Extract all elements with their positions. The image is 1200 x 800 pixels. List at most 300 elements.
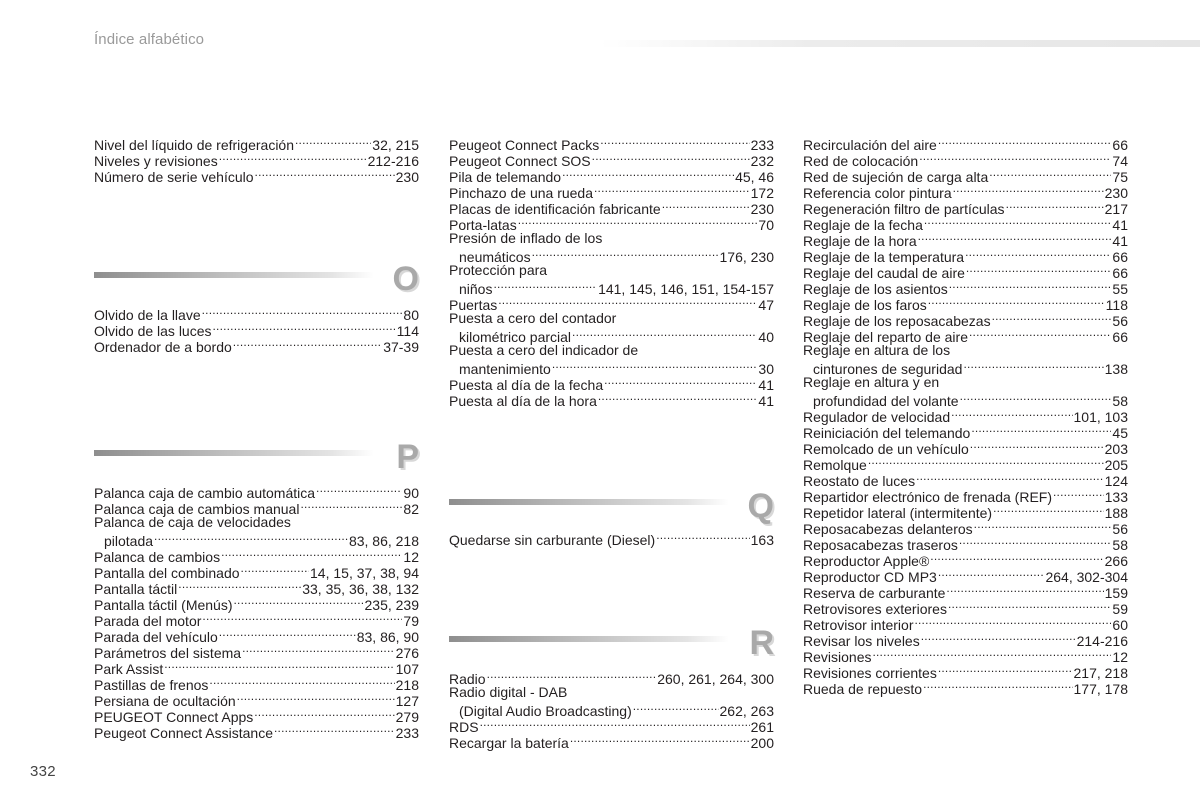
index-entry [94,562,419,581]
dot-leader [594,182,750,198]
index-entry-term: Reproductor Apple® [803,553,930,569]
dot-leader [234,594,364,610]
index-entry-term: Peugeot Connect Assistance [94,725,274,741]
dot-leader [600,134,749,150]
index-entry-term: Revisiones [803,649,872,665]
index-entry [449,374,774,393]
index-entry-term: Radio [449,671,486,687]
index-entry-term: Pantalla táctil [94,581,178,597]
index-entry [94,706,419,725]
dot-leader [233,336,382,352]
dot-leader [604,374,757,390]
index-entry-pages: 218 [395,677,419,693]
section-header-o [94,262,419,302]
index-entry [449,198,774,217]
index-entry-pages: 74 [1112,153,1128,169]
index-entry-term: Remolcado de un vehículo [803,441,969,457]
dot-leader [202,304,403,320]
index-entry-term: Puesta al día de la hora [449,393,597,409]
index-entry [803,454,1128,473]
index-entry-term: Peugeot Connect SOS [449,153,591,169]
index-column-1-p-entries [94,482,419,741]
dot-leader [916,470,1104,486]
index-entry-term: pilotada [104,533,154,549]
index-entry-pages: 58 [1112,537,1128,553]
index-entry [449,182,774,201]
index-entry-pages: 203 [1104,441,1128,457]
dot-leader [316,482,402,498]
dot-leader [951,406,1072,422]
index-entry-pages: 159 [1104,585,1128,601]
dot-leader [237,690,395,706]
index-entry [449,700,774,719]
index-entry-pages: 45 [1112,425,1128,441]
index-entry [94,722,419,741]
section-letter-o: O [392,260,419,298]
index-entry [803,614,1128,633]
index-column-1-n-entries [94,134,419,185]
dot-leader [930,550,1103,566]
dot-leader [966,262,1112,278]
index-column-3-r-entries [803,134,1128,697]
index-entry-term: Reglaje de la temperatura [803,249,965,265]
index-entry-pages: 276 [395,645,419,661]
index-entry-term: Reiniciación del telemando [803,425,971,441]
index-entry-pages: 90 [403,485,419,501]
index-entry [94,304,419,323]
index-entry-pages: 83, 86, 90 [356,629,419,645]
index-entry-term: Reglaje del reparto de aire [803,329,968,345]
index-entry [449,326,774,345]
dot-leader [974,518,1112,534]
dot-leader [928,294,1105,310]
index-entry-pages: 233 [750,137,774,153]
index-entry-pages: 101, 103 [1073,409,1128,425]
index-entry-pages: 83, 86, 218 [348,533,419,549]
index-entry [803,230,1128,249]
index-entry [449,716,774,735]
index-entry-term: Reposacabezas traseros [803,537,958,553]
index-entry-term: Rueda de repuesto [803,681,923,697]
index-entry-term: Persiana de ocultación [94,693,236,709]
index-entry-term: Pastillas de frenos [94,677,209,693]
dot-leader [552,358,758,374]
index-entry [803,358,1128,377]
index-entry [94,610,419,629]
index-entry [803,134,1128,153]
dot-leader [219,150,367,166]
index-entry [94,166,419,185]
dot-leader [969,326,1111,342]
index-entry-term: profundidad del volante [813,393,959,409]
index-entry-term: Porta-latas [449,217,517,233]
index-entry-term: Retrovisores exteriores [803,601,947,617]
index-entry-term: Reglaje de la fecha [803,217,923,233]
section-header-p [94,440,419,480]
dot-leader [924,214,1112,230]
index-entry [803,550,1128,569]
section-rule [449,499,729,505]
index-entry-pages: 12 [1112,649,1128,665]
index-entry-pages: 75 [1112,169,1128,185]
dot-leader [938,566,1045,582]
index-entry-heading: Palanca de caja de velocidades [94,514,291,530]
dot-leader [202,610,402,626]
index-entry-term: Retrovisor interior [803,617,914,633]
dot-leader [570,732,750,748]
index-entry-pages: 114 [396,323,419,339]
index-entry-term: Reproductor CD MP3 [803,569,937,585]
index-entry [94,134,419,153]
index-entry-term: Palanca caja de cambio automática [94,485,316,501]
index-entry [94,674,419,693]
index-entry-term: Park Assist [94,661,164,677]
index-entry-pages: 264, 302-304 [1045,569,1128,585]
index-entry [803,582,1128,601]
index-entry [94,626,419,645]
index-entry-pages: 214-216 [1076,633,1128,649]
index-entry-pages: 107 [395,661,419,677]
index-entry [803,278,1128,297]
index-entry-pages: 177, 178 [1073,681,1128,697]
index-entry-heading: Reglaje en altura de los [803,342,951,358]
index-entry-pages: 279 [395,709,419,725]
index-entry [803,326,1128,345]
index-entry-term: Puertas [449,297,498,313]
index-entry-term: RDS [449,719,479,735]
index-entry [449,246,774,265]
dot-leader [919,150,1111,166]
index-entry [803,470,1128,489]
index-entry-pages: 230 [1104,185,1128,201]
index-column-2-p-entries [449,134,774,409]
index-entry [803,518,1128,537]
index-entry-pages: 230 [395,169,419,185]
index-entry [803,646,1128,665]
dot-leader [1006,198,1104,214]
section-letter-p: P [396,438,419,476]
index-entry [94,498,419,517]
index-entry [803,662,1128,681]
index-entry [803,566,1128,585]
index-entry-heading: Puesta a cero del indicador de [449,342,639,358]
index-entry-term: Reglaje de la hora [803,233,917,249]
dot-leader [255,166,395,182]
index-entry-pages: 79 [403,613,419,629]
index-entry [94,658,419,677]
dot-leader [662,198,750,214]
dot-leader [178,578,301,594]
dot-leader [948,598,1111,614]
index-entry-term: neumáticos [459,249,531,265]
index-entry [94,530,419,549]
index-entry [803,678,1128,697]
dot-leader [295,134,371,150]
index-entry [449,150,774,169]
dot-leader [656,529,749,545]
index-entry-term: Reostato de luces [803,473,916,489]
index-entry-term: Revisar los niveles [803,633,920,649]
dot-leader [592,150,750,166]
index-entry-term: Niveles y revisiones [94,153,218,169]
index-entry-pages: 66 [1112,329,1128,345]
dot-leader [970,438,1104,454]
index-entry-pages: 235, 239 [364,597,419,613]
index-entry-pages: 32, 215 [372,137,419,153]
index-entry-pages: 163 [750,532,774,548]
header-decorative-bar [600,40,1200,47]
index-entry-term: (Digital Audio Broadcasting) [459,703,632,719]
index-entry-term: cinturones de seguridad [813,361,963,377]
index-entry-pages: 66 [1112,249,1128,265]
index-entry-term: Palanca caja de cambios manual [94,501,300,517]
index-entry-pages: 55 [1112,281,1128,297]
dot-leader [949,278,1112,294]
index-entry-term: Puesta al día de la fecha [449,377,604,393]
section-header-r [449,626,774,666]
page-number: 332 [30,763,56,780]
dot-leader [254,706,394,722]
index-entry [803,198,1128,217]
index-entry [449,166,774,185]
index-entry [94,578,419,597]
index-entry-pages: 127 [395,693,419,709]
index-entry-pages: 188 [1104,505,1128,521]
index-entry [94,482,419,501]
dot-leader [242,642,395,658]
index-entry-heading: Presión de inflado de los [449,230,603,246]
index-entry [803,214,1128,233]
index-entry-pages: 56 [1112,313,1128,329]
index-entry [94,690,419,709]
index-entry-pages: 37-39 [383,339,419,355]
index-entry-term: Olvido de las luces [94,323,212,339]
dot-leader [993,502,1104,518]
index-entry-pages: 212-216 [367,153,419,169]
section-rule [449,636,729,642]
index-entry [94,546,419,565]
index-entry-term: Regulador de velocidad [803,409,951,425]
index-entry-term: Placas de identificación fabricante [449,201,661,217]
index-entry-pages: 56 [1112,521,1128,537]
dot-leader [213,320,396,336]
index-entry-term: Pantalla táctil (Menús) [94,597,233,613]
index-entry-term: Parada del motor [94,613,202,629]
section-letter-r: R [749,624,774,662]
index-entry-pages: 260, 261, 264, 300 [657,671,774,687]
index-entry [803,262,1128,281]
index-entry-heading: Radio digital - DAB [449,684,568,700]
index-entry-term: Pinchazo de una rueda [449,185,593,201]
index-entry-pages: 70 [758,217,774,233]
index-entry [803,486,1128,505]
index-entry-term: Palanca de cambios [94,549,221,565]
dot-leader [493,278,597,294]
index-entry [803,294,1128,313]
dot-leader [487,668,657,684]
index-entry-pages: 66 [1112,265,1128,281]
index-entry-term: Reglaje de los asientos [803,281,948,297]
index-entry [449,294,774,313]
index-entry-term: Reglaje del caudal de aire [803,265,965,281]
index-entry-pages: 30 [758,361,774,377]
index-entry-term: Revisiones corrientes [803,665,937,681]
index-entry-term: Regeneración filtro de partículas [803,201,1005,217]
index-entry [803,502,1128,521]
dot-leader [300,498,402,514]
dot-leader [971,422,1111,438]
index-entry-pages: 40 [758,329,774,345]
index-entry-term: Pantalla del combinado [94,565,240,581]
index-entry [449,134,774,153]
dot-leader [562,166,734,182]
index-entry [803,150,1128,169]
index-entry-pages: 200 [750,735,774,751]
index-entry [94,594,419,613]
section-header-q [449,489,774,529]
dot-leader [965,246,1111,262]
dot-leader [963,358,1103,374]
index-entry-heading: Puesta a cero del contador [449,310,617,326]
index-entry [449,529,774,548]
index-entry-pages: 60 [1112,617,1128,633]
index-entry-term: niños [459,281,493,297]
dot-leader [241,562,309,578]
index-entry [803,438,1128,457]
dot-leader [532,246,719,262]
dot-leader [633,700,719,716]
section-letter-q: Q [747,487,774,525]
section-rule [94,272,374,278]
dot-leader [872,646,1111,662]
index-entry-term: Remolque [803,457,867,473]
index-entry [803,246,1128,265]
index-entry-pages: 82 [403,501,419,517]
index-entry-pages: 138 [1104,361,1128,377]
index-entry-pages: 33, 35, 36, 38, 132 [302,581,419,597]
index-entry-pages: 124 [1104,473,1128,489]
index-entry [803,534,1128,553]
dot-leader [480,716,750,732]
dot-leader [959,534,1112,550]
index-entry [803,310,1128,329]
index-entry-pages: 41 [1112,233,1128,249]
index-entry [803,166,1128,185]
dot-leader [960,390,1112,406]
dot-leader [1053,486,1104,502]
index-entry-term: PEUGEOT Connect Apps [94,709,254,725]
index-entry-heading: Protección para [449,262,548,278]
section-rule [94,450,374,456]
index-entry-pages: 230 [750,201,774,217]
index-entry-pages: 205 [1104,457,1128,473]
index-entry [803,422,1128,441]
index-entry-term: Red de sujeción de carga alta [803,169,989,185]
index-entry-term: Número de serie vehículo [94,169,254,185]
index-entry [803,390,1128,409]
index-entry-term: Olvido de la llave [94,307,201,323]
index-entry-term: Recirculación del aire [803,137,937,153]
index-entry-term: Pila de telemando [449,169,562,185]
dot-leader [572,326,757,342]
index-entry-term: Ordenador de a bordo [94,339,232,355]
index-entry-term: Reglaje de los faros [803,297,927,313]
index-entry-term: Nivel del líquido de refrigeración [94,137,294,153]
dot-leader [274,722,395,738]
index-entry-pages: 262, 263 [719,703,774,719]
index-entry-pages: 176, 230 [719,249,774,265]
index-entry [449,278,774,297]
dot-leader [219,626,356,642]
dot-leader [209,674,394,690]
dot-leader [923,678,1072,694]
index-entry-term: Peugeot Connect Packs [449,137,600,153]
index-column-2-r-entries [449,668,774,751]
index-entry-pages: 80 [403,307,419,323]
index-entry-term: Repartidor electrónico de frenada (REF) [803,489,1053,505]
dot-leader [598,390,758,406]
index-entry-term: Reserva de carburante [803,585,946,601]
page-header-title: Índice alfabético [94,31,205,48]
index-entry-pages: 266 [1104,553,1128,569]
index-entry-pages: 261 [750,719,774,735]
index-entry-term: Red de colocación [803,153,919,169]
dot-leader [914,614,1111,630]
index-entry-pages: 41 [758,393,774,409]
dot-leader [946,582,1103,598]
index-entry-term: Parada del vehículo [94,629,218,645]
index-entry-pages: 45, 46 [735,169,774,185]
index-entry [449,390,774,409]
dot-leader [921,630,1076,646]
index-entry-heading: Reglaje en altura y en [803,374,940,390]
index-entry-term: Quedarse sin carburante (Diesel) [449,532,656,548]
index-entry [803,630,1128,649]
dot-leader [938,662,1073,678]
index-entry-pages: 133 [1104,489,1128,505]
index-entry [449,358,774,377]
index-column-2-q-entries [449,529,774,548]
index-entry-term: Referencia color pintura [803,185,952,201]
index-entry-pages: 233 [395,725,419,741]
index-entry [449,732,774,751]
index-entry-pages: 141, 145, 146, 151, 154-157 [598,281,774,297]
dot-leader [989,166,1111,182]
index-entry-pages: 118 [1105,297,1128,313]
index-entry-pages: 12 [403,549,419,565]
index-entry [94,150,419,169]
index-entry-term: Repetidor lateral (intermitente) [803,505,993,521]
index-entry-term: Reglaje de los reposacabezas [803,313,991,329]
index-entry [449,214,774,233]
index-entry-pages: 41 [1112,217,1128,233]
index-entry-pages: 14, 15, 37, 38, 94 [310,565,419,581]
index-entry-term: Reposacabezas delanteros [803,521,973,537]
dot-leader [164,658,394,674]
index-entry [803,182,1128,201]
index-entry-pages: 58 [1112,393,1128,409]
dot-leader [518,214,758,230]
index-entry-pages: 172 [750,185,774,201]
dot-leader [221,546,402,562]
dot-leader [868,454,1104,470]
dot-leader [154,530,348,546]
index-entry-term: kilométrico parcial [459,329,572,345]
index-entry-term: Parámetros del sistema [94,645,242,661]
index-entry [449,668,774,687]
index-entry [803,598,1128,617]
index-entry-pages: 217, 218 [1073,665,1128,681]
